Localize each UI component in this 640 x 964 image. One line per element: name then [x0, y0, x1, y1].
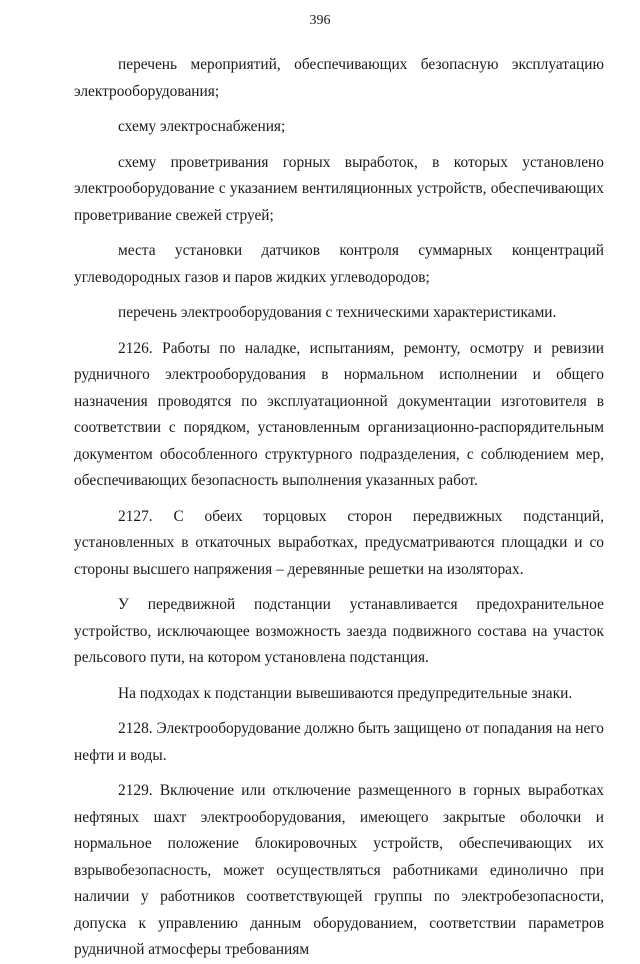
page-number: 396 [309, 13, 331, 28]
clause-2129: 2129. Включение или отключение размещенного в горных выработках нефтяных шахт электрооборудования, имеющего закрытые оболочки и нормальное положение блокировочных устройств, обеспечивающих их взрывобезопасность, может осуществляться работниками единолично при наличии у работников соответствующей группы по электробезопасности, допуска к управлению данным оборудованием, соответствии параметров рудничной атмосферы требованиям [74, 782, 604, 958]
clause-2126: 2126. Работы по наладке, испытаниям, ремонту, осмотру и ревизии рудничного электрооборудования в нормальном исполнении и общего назначения проводятся по эксплуатационной документации изготовителя в соответствии с порядком, установленным организационно-распорядительным документом обособленного структурного подразделения, с соблюдением мер, обеспечивающих безопасность выполнения указанных работ. [74, 339, 604, 489]
list-item-equipment-list: перечень электрооборудования с техническими характеристиками. [118, 304, 557, 321]
clause-2127-protective-device: У передвижной подстанции устанавливается предохранительное устройство, исключающее возможность заезда подвижного состава на участок рельсового пути, на котором установлена подстанция. [74, 596, 604, 666]
list-item-sensor-locations: места установки датчиков контроля суммарных концентраций углеводородных газов и паров жидких углеводородов; [74, 242, 604, 286]
clause-2127: 2127. С обеих торцовых сторон передвижных подстанций, установленных в откаточных выработках, предусматриваются площадки и со стороны высшего напряжения – деревянные решетки на изоляторах. [74, 507, 604, 578]
document-body [74, 52, 604, 964]
list-item-measures: перечень мероприятий, обеспечивающих безопасную эксплуатацию электрооборудования; [74, 56, 604, 100]
clause-2127-warning-signs: На подходах к подстанции вывешиваются предупредительные знаки. [118, 684, 573, 702]
clause-2128: 2128. Электрооборудование должно быть защищено от попадания на него нефти и воды. [74, 720, 604, 764]
list-item-ventilation-scheme: схему проветривания горных выработок, в которых установлено электрооборудование с указанием вентиляционных устройств, обеспечивающих проветривание свежей струей; [74, 153, 604, 224]
list-item-power-supply-scheme: схему электроснабжения; [118, 118, 286, 135]
